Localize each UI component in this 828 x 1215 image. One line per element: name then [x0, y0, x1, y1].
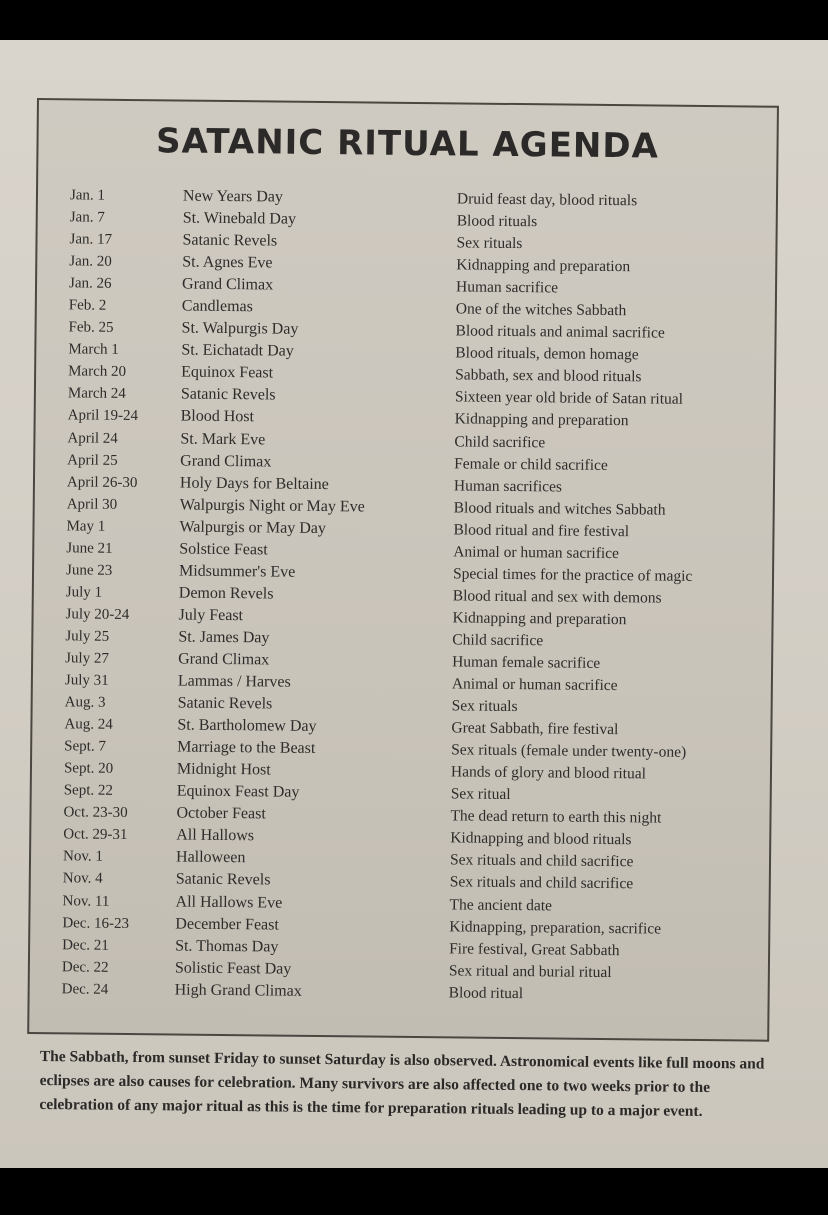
row-date: Aug. 24: [64, 716, 113, 733]
row-name: Satanic Revels: [180, 385, 276, 404]
row-name: Walpurgis Night or May Eve: [179, 496, 365, 516]
row-description: Sex rituals and child sacrifice: [449, 873, 634, 893]
row-date: Sept. 20: [63, 760, 114, 778]
row-date: June 21: [66, 540, 113, 557]
row-description: Kidnapping, preparation, sacrifice: [449, 917, 662, 938]
row-name: Equinox Feast: [181, 363, 274, 382]
row-date: Feb. 2: [68, 297, 107, 314]
row-description: Sabbath, sex and blood rituals: [455, 366, 642, 386]
row-description: Kidnapping and preparation: [452, 609, 627, 629]
row-name: Lammas / Harves: [177, 672, 291, 691]
row-name: All Hallows Eve: [175, 892, 283, 912]
row-description: Sex rituals: [456, 234, 523, 253]
row-name: Satanic Revels: [175, 870, 271, 889]
row-date: March 20: [68, 363, 127, 381]
row-name: New Years Day: [182, 187, 284, 206]
row-description: Blood ritual and fire festival: [453, 521, 630, 540]
row-date: Oct. 29-31: [63, 826, 128, 844]
row-date: April 25: [67, 451, 118, 469]
agenda-table: [30, 184, 777, 1007]
row-description: Sex rituals: [451, 697, 518, 716]
row-date: July 31: [64, 672, 109, 689]
row-description: Female or child sacrifice: [454, 454, 608, 474]
row-description: Human sacrifices: [453, 476, 563, 496]
row-description: Kidnapping and blood rituals: [450, 829, 632, 849]
row-name: Midnight Host: [176, 760, 271, 779]
row-date: July 27: [65, 650, 109, 667]
row-name: St. Walpurgis Day: [181, 319, 299, 339]
row-date: Jan. 26: [68, 275, 112, 292]
row-name: Demon Revels: [178, 584, 274, 603]
row-description: Great Sabbath, fire festival: [451, 719, 619, 739]
row-name: St. James Day: [178, 628, 270, 647]
row-name: Walpurgis or May Day: [179, 518, 326, 537]
row-name: Halloween: [175, 848, 246, 867]
row-name: Solistic Feast Day: [174, 959, 292, 978]
row-description: Blood rituals and witches Sabbath: [453, 499, 666, 519]
row-name: St. Thomas Day: [175, 937, 279, 956]
row-date: Oct. 23-30: [63, 804, 128, 822]
row-description: Druid feast day, blood rituals: [456, 190, 638, 210]
row-description: One of the witches Sabbath: [455, 300, 627, 320]
row-name: Solstice Feast: [179, 540, 268, 559]
row-description: Sixteen year old bride of Satan ritual: [454, 388, 684, 409]
row-description: Child sacrifice: [454, 432, 546, 451]
row-description: Child sacrifice: [452, 631, 544, 650]
row-description: Special times for the practice of magic: [452, 565, 693, 585]
row-name: St. Winebald Day: [182, 209, 297, 228]
row-date: June 23: [65, 562, 113, 579]
row-date: April 30: [66, 495, 118, 513]
row-date: March 24: [67, 385, 126, 403]
row-date: Nov. 4: [62, 870, 103, 888]
row-name: Grand Climax: [181, 275, 274, 294]
row-date: Jan. 20: [69, 253, 112, 270]
row-name: Satanic Revels: [177, 694, 273, 713]
row-name: St. Bartholomew Day: [177, 716, 317, 736]
row-description: Blood rituals, demon homage: [455, 344, 639, 364]
row-date: Jan. 1: [69, 187, 106, 204]
row-date: April 26-30: [66, 473, 138, 491]
row-description: Kidnapping and preparation: [454, 410, 629, 430]
row-name: Satanic Revels: [182, 231, 278, 250]
row-date: Nov. 1: [62, 848, 103, 866]
row-name: Midsummer's Eve: [178, 562, 296, 581]
row-date: July 20-24: [65, 606, 130, 623]
row-name: All Hallows: [176, 826, 255, 845]
row-date: March 1: [68, 341, 119, 359]
row-name: October Feast: [176, 804, 266, 823]
row-name: Equinox Feast Day: [176, 782, 300, 802]
row-date: Sept. 22: [63, 782, 114, 800]
row-description: The ancient date: [449, 895, 553, 914]
row-name: Marriage to the Beast: [177, 738, 316, 758]
row-date: Jan. 17: [69, 231, 113, 248]
row-name: Blood Host: [180, 407, 255, 426]
row-date: Dec. 24: [61, 980, 109, 998]
row-description: Blood rituals: [456, 212, 538, 231]
footer-paragraph: The Sabbath, from sunset Friday to sunset Saturday is also observed. Astronomical events like full moons and eclipses are also causes for celebration. Many survivors are also affected one to two weeks prior to the celebration of any major ritual as this is the time for preparation rituals leading up to a major event.: [39, 1047, 765, 1120]
row-date: Dec. 21: [62, 936, 109, 954]
row-description: Blood rituals and animal sacrifice: [455, 322, 665, 342]
row-name: Grand Climax: [178, 650, 270, 669]
row-description: Animal or human sacrifice: [451, 675, 618, 695]
row-date: July 1: [65, 584, 103, 601]
row-date: Nov. 11: [62, 892, 110, 910]
row-date: July 25: [65, 628, 110, 645]
row-date: April 19-24: [67, 407, 139, 425]
row-description: Sex ritual: [450, 785, 511, 804]
row-description: The dead return to earth this night: [450, 807, 662, 827]
row-name: St. Mark Eve: [180, 430, 266, 448]
row-date: Aug. 3: [64, 694, 106, 711]
row-name: Candlemas: [181, 297, 254, 316]
agenda-box: [27, 98, 779, 1042]
row-description: Animal or human sacrifice: [453, 543, 620, 562]
page-title: SATANIC RITUAL AGENDA: [155, 121, 660, 167]
row-date: Feb. 25: [68, 319, 114, 337]
row-name: Holy Days for Beltaine: [179, 474, 329, 493]
row-description: Hands of glory and blood ritual: [450, 763, 647, 783]
row-description: Sex ritual and burial ritual: [448, 962, 612, 981]
row-date: April 24: [67, 429, 118, 447]
row-description: Blood ritual: [448, 984, 524, 1002]
row-date: Jan. 7: [69, 209, 105, 226]
row-date: Sept. 7: [64, 738, 106, 755]
row-name: St. Eichatadt Day: [181, 341, 294, 361]
row-name: High Grand Climax: [174, 981, 302, 1000]
row-date: Dec. 16-23: [62, 914, 130, 932]
row-name: St. Agnes Eve: [182, 253, 273, 272]
row-description: Sex rituals and child sacrifice: [449, 851, 634, 871]
row-description: Human female sacrifice: [452, 653, 601, 672]
row-description: Kidnapping and preparation: [456, 256, 631, 276]
row-name: Grand Climax: [180, 452, 272, 471]
book-page: [0, 40, 828, 1168]
row-description: Human sacrifice: [455, 278, 559, 297]
row-description: Fire festival, Great Sabbath: [449, 939, 620, 959]
row-name: December Feast: [175, 915, 279, 934]
row-description: Blood ritual and sex with demons: [452, 587, 662, 607]
row-description: Sex rituals (female under twenty-one): [451, 741, 687, 762]
row-date: May 1: [66, 518, 106, 535]
row-date: Dec. 22: [61, 958, 109, 976]
row-name: July Feast: [178, 606, 244, 625]
